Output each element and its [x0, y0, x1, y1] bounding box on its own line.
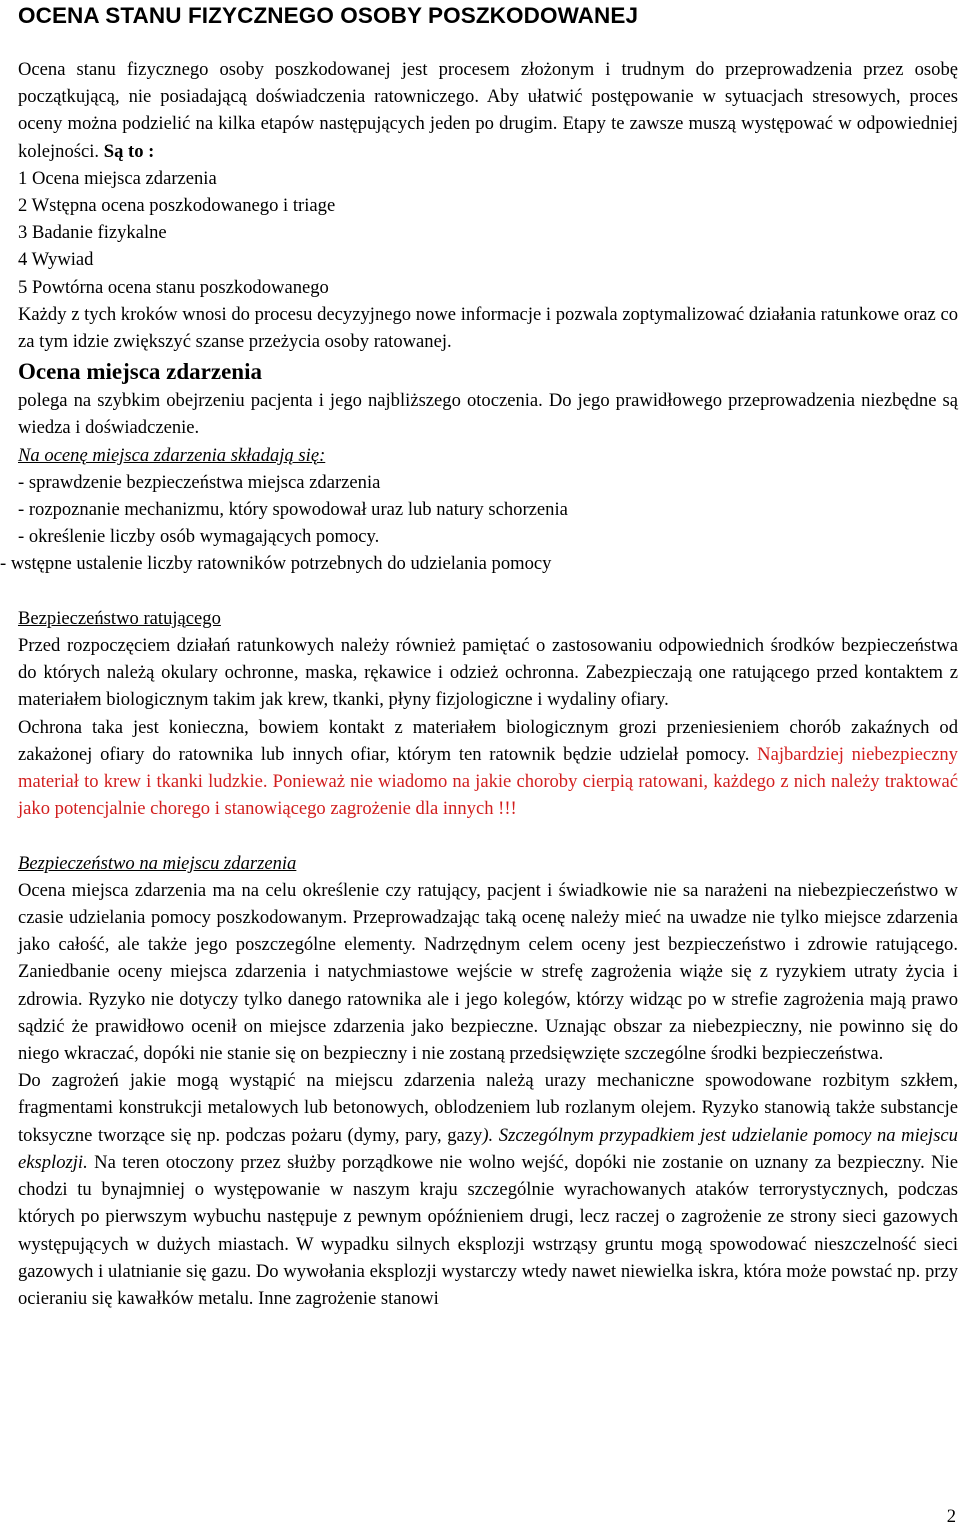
document-title: OCENA STANU FIZYCZNEGO OSOBY POSZKODOWANEJ: [18, 3, 639, 28]
scene-safety-heading: Bezpieczeństwo na miejscu zdarzenia: [18, 852, 297, 874]
intro-text: Ocena stanu fizycznego osoby poszkodowanej jest procesem złożonym i trudnym do przeprowadzenia przez osobę początkującą, nie posiadającą doświadczenia ratowniczego. Aby ułatwić postępowanie w sytuacjach stresowych, proces oceny można podzielić na kilka etapów następujących jeden po drugim. Etapy te zawsze muszą występować w odpowiedniej kolejności.: [18, 59, 958, 162]
scene-safety-paragraph-2: [18, 1067, 958, 1312]
intro-paragraph: [18, 56, 958, 165]
section-heading: Ocena miejsca zdarzenia: [18, 359, 262, 385]
spacer: [18, 30, 958, 56]
warning-text: Najbardziej niebezpieczny materiał to krew i tkanki ludzkie. Ponieważ nie wiadomo na jakie choroby cierpią ratowani, każdego z nich należy traktować jako potencjalnie chorego i stanowiącego zagrożenie dla innych !!!: [18, 743, 958, 820]
scene-safety-paragraph-1: Ocena miejsca zdarzenia ma na celu określenie czy ratujący, pacjent i świadkowie nie sa narażeni na niebezpieczeństwo w czasie udzielania pomocy poszkodowanym. Przeprowadzając taką ocenę należy mieć na uwadze nie tylko miejsce zdarzenia jako całość, ale także jego poszczególne elementy. Nadrzędnym celem oceny jest bezpieczeństwo i zdrowie ratującego. Zaniedbanie oceny miejsca zdarzenia i natychmiastowe wejście w strefę zagrożenia wiąże się z ryzykiem utraty życia i zdrowia. Ryzyko nie dotyczy tylko danego ratownika ale i jego kolegów, którzy widząc po w strefie zagrożenia mają prawo sądzić że prawidłowo ocenił on miejsce zdarzenia jako bezpieczne. Uznając obszar za niebezpieczny, nie powinno się do niego wkraczać, dopóki nie stanie się on bezpieczny i nie zostaną przedsięwzięte szczególne środki bezpieczeństwa.: [18, 879, 958, 1065]
list-item: 2 Wstępna ocena poszkodowanego i triage: [18, 195, 336, 217]
list-item: 5 Powtórna ocena stanu poszkodowanego: [18, 276, 329, 298]
spacer: [18, 578, 958, 605]
list-item: - sprawdzenie bezpieczeństwa miejsca zdarzenia: [18, 471, 381, 493]
scene-safety-text-a: Do zagrożeń jakie mogą wystąpić na miejscu zdarzenia należą urazy mechaniczne spowodowane rozbitym szkłem, fragmentami konstrukcji metalowych lub betonowych, oblodzeniem lub rozlanym olejem. Ryzyko stanowią także substancje toksyczne tworzące się np. podczas pożaru (dymy, pary, gazy: [18, 1070, 958, 1146]
steps-summary-paragraph: Każdy z tych kroków wnosi do procesu decyzyjnego nowe informacje i pozwala zoptymalizować działania ratunkowe oraz co za tym idzie zwiększyć szanse przeżycia osoby ratowanej.: [18, 303, 958, 353]
steps-list: [18, 165, 958, 301]
scene-safety-text-b: Na teren otoczony przez służby porządkowe nie wolno wejść, dopóki nie zostanie on uznany za bezpieczny. Nie chodzi tu bynajmniej o występowanie w naszym kraju szczególnie wyrachowanych ataków terrorystycznych, podczas których po pierwszym wybuchu następuje z pewnym opóźnieniem drugi, lecz raczej o zagrożenie ze strony sieci gazowych występujących w dużych miastach. W wypadku silnych eksplozji wstrząsy gruntu mogą spowodować nieszczelność sieci gazowych i ulatnianie się gazu. Do wywołania eksplozji wystarczy wtedy nawet niewielka iskra, która może powstać np. przy ocieraniu się kawałków metalu. Inne zagrożenie stanowi: [18, 1151, 958, 1309]
list-item: - rozpoznanie mechanizmu, który spowodował uraz lub natury schorzenia: [18, 499, 568, 521]
list-item: 1 Ocena miejsca zdarzenia: [18, 167, 217, 189]
list-item: - wstępne ustalenie liczby ratowników potrzebnych do udzielania pomocy: [0, 553, 552, 575]
rescuer-safety-text: Ochrona taka jest konieczna, bowiem kontakt z materiałem biologicznym grozi przeniesieniem chorób zakaźnych od zakażonej ofiary do ratownika lub innych ofiar, którym ten ratownik będzie udzielał pomocy.: [18, 716, 958, 765]
components-list: [0, 469, 958, 578]
intro-bold-text: Są to :: [103, 140, 155, 162]
spacer: [18, 822, 958, 849]
list-item: 3 Badanie fizykalne: [18, 222, 167, 244]
rescuer-safety-paragraph-2: [18, 714, 958, 823]
page-number: 2: [946, 1505, 956, 1527]
section-intro-paragraph: polega na szybkim obejrzeniu pacjenta i jego najbliższego otoczenia. Do jego prawidłowego przeprowadzenia niezbędne są wiedza i doświadczenie.: [18, 390, 958, 439]
list-item: 4 Wywiad: [18, 249, 94, 271]
components-heading: Na ocenę miejsca zdarzenia składają się:: [18, 444, 326, 466]
rescuer-safety-heading: Bezpieczeństwo ratującego: [18, 607, 221, 629]
list-item: - określenie liczby osób wymagających pomocy.: [18, 526, 380, 548]
scene-safety-italic-text: ). Szczególnym przypadkiem jest udzielanie pomocy na miejscu eksplozji.: [18, 1124, 958, 1173]
rescuer-safety-paragraph-1: Przed rozpoczęciem działań ratunkowych należy również pamiętać o zastosowaniu odpowiednich środków bezpieczeństwa do których należą okulary ochronne, maska, rękawice i odzież ochronna. Zabezpieczają one ratującego przed kontaktem z materiałem biologicznym takim jak krew, tkanki, płyny fizjologiczne i wydaliny ofiary.: [18, 635, 958, 711]
